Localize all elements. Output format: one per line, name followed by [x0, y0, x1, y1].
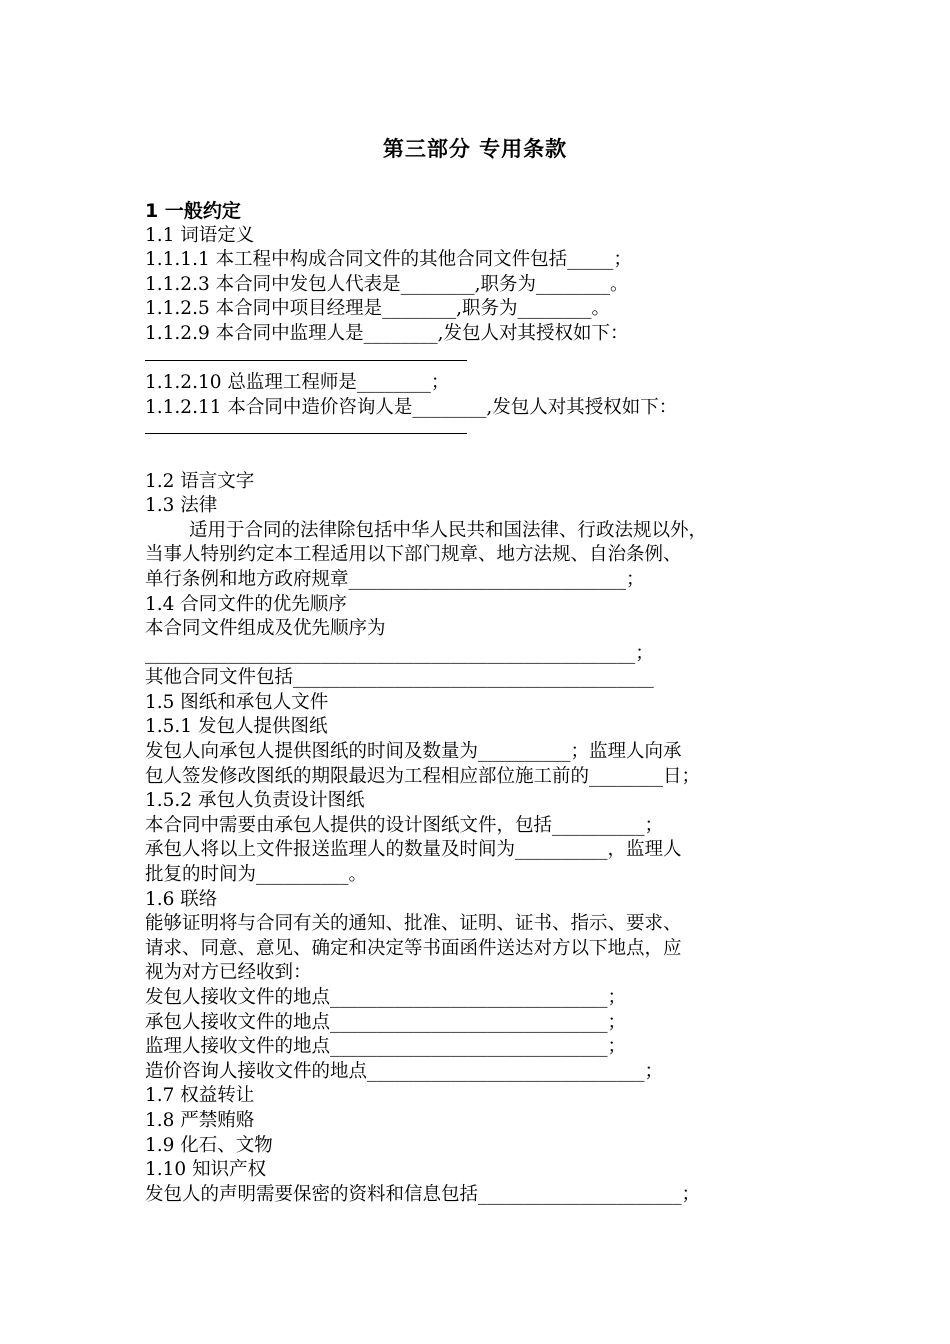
- clause-line: 1.1 词语定义: [145, 224, 255, 246]
- section-heading: 1 一般约定: [145, 200, 241, 222]
- clause-line: 1.2 语言文字: [145, 470, 255, 492]
- clause-line: 发包人的声明需要保密的资料和信息包括______________________；: [145, 1183, 701, 1205]
- clause-line: 承包人将以上文件报送监理人的数量及时间为__________，监理人: [145, 839, 682, 861]
- clause-line: 1.1.1.1 本工程中构成合同文件的其他合同文件包括_____；: [145, 249, 632, 271]
- fill-in-underline: [145, 360, 467, 361]
- clause-line: 1.1.2.3 本合同中发包人代表是________,职务为________。: [145, 273, 629, 295]
- clause-line: 1.6 联络: [145, 888, 218, 910]
- clause-line: 批复的时间为__________。: [145, 864, 368, 886]
- clause-line: 监理人接收文件的地点______________________________；: [145, 1036, 627, 1058]
- clause-line: 包人签发修改图纸的期限最迟为工程相应部位施工前的________日；: [145, 765, 701, 787]
- document-body: [145, 199, 815, 1207]
- clause-line: 视为对方已经收到：: [145, 962, 312, 984]
- clause-line: 1.1.2.9 本合同中监理人是________,发包人对其授权如下：: [145, 322, 629, 344]
- clause-line: 1.5.1 发包人提供图纸: [145, 716, 328, 738]
- clause-line: 1.1.2.10 总监理工程师是________；: [145, 372, 450, 394]
- clause-line: 发包人接收文件的地点______________________________；: [145, 987, 627, 1008]
- clause-line: 1.7 权益转让: [145, 1085, 255, 1107]
- clause-line: 1.1.2.11 本合同中造价咨询人是________,发包人对其授权如下：: [145, 396, 678, 418]
- clause-line: 1.10 知识产权: [145, 1159, 267, 1181]
- fill-in-underline: [145, 433, 467, 434]
- clause-line: 造价咨询人接收文件的地点______________________________；: [145, 1060, 664, 1082]
- clause-line: 承包人接收文件的地点______________________________；: [145, 1011, 627, 1033]
- clause-line: 请求、同意、意见、确定和决定等书面函件送达对方以下地点，应: [145, 937, 682, 959]
- blank-spacer: [145, 445, 815, 470]
- clause-line: 本合同中需要由承包人提供的设计图纸文件，包括__________；: [145, 814, 664, 836]
- paragraph-line: 适用于合同的法律除包括中华人民共和国法律、行政法规以外，: [189, 519, 708, 541]
- clause-line: 1.8 严禁贿赂: [145, 1109, 255, 1131]
- clause-line: 1.1.2.5 本合同中项目经理是________,职务为________。: [145, 298, 610, 320]
- blank-fill-line: [145, 347, 815, 372]
- clause-line: 1.5.2 承包人负责设计图纸: [145, 790, 365, 812]
- document-title: 第三部分 专用条款: [382, 137, 568, 161]
- clause-line: 发包人向承包人提供图纸的时间及数量为__________；监理人向承: [145, 741, 682, 763]
- blank-fill-line: [145, 420, 815, 445]
- clause-line: 当事人特别约定本工程适用以下部门规章、地方法规、自治条例、: [145, 544, 682, 566]
- clause-line: 单行条例和地方政府规章______________________________；: [145, 568, 645, 590]
- clause-line: 1.5 图纸和承包人文件: [145, 691, 329, 713]
- clause-line: 1.4 合同文件的优先顺序: [145, 593, 347, 615]
- clause-line: 本合同文件组成及优先顺序为: [145, 618, 386, 640]
- clause-line: 其他合同文件包括_______________________________________: [145, 667, 654, 689]
- clause-line: _____________________________________________________；: [145, 642, 654, 664]
- clause-line: 1.3 法律: [145, 495, 218, 517]
- clause-line: 1.9 化石、文物: [145, 1134, 273, 1156]
- clause-line: 能够证明将与合同有关的通知、批准、证明、证书、指示、要求、: [145, 913, 682, 935]
